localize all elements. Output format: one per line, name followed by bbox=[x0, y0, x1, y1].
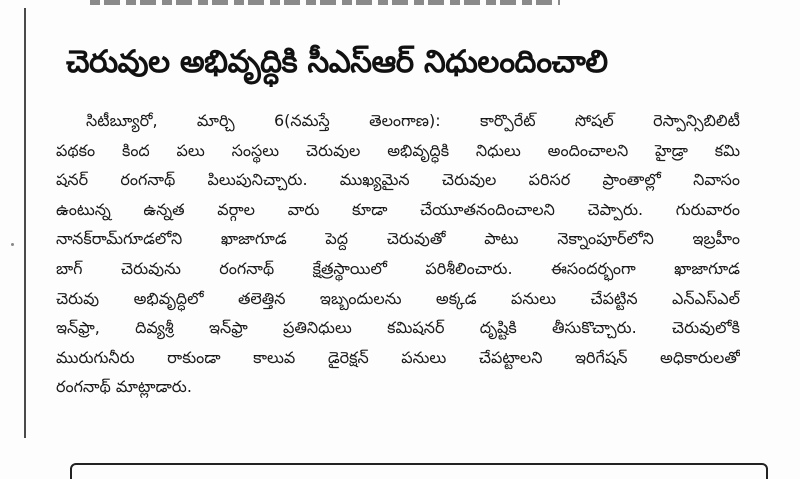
article-line: ఇన్‌ఫ్రా, దివ్యశ్రీ ఇన్‌ఫ్రా ప్రతినిధులు కమిషనర్ దృష్టికి తీసుకొచ్చారు. చెరువులోకి bbox=[56, 318, 740, 338]
article-body bbox=[56, 106, 740, 402]
article-line: బాగ్ చెరువును రంగనాథ్ క్షేత్రస్థాయిలో పరిశీలించారు. ఈసందర్భంగా ఖాజాగూడ bbox=[56, 258, 740, 278]
article-line-last: రంగనాథ్ మాట్లాడారు. bbox=[56, 377, 192, 397]
article-line: షనర్ రంగనాథ్ పిలుపునిచ్చారు. ముఖ్యమైన చెరువుల పరిసర ప్రాంతాల్లో నివాసం bbox=[56, 170, 740, 190]
column-divider bbox=[24, 8, 26, 438]
previous-article-cut-text bbox=[90, 0, 560, 5]
article-line: పథకం కింద పలు సంస్థలు చెరువుల అభివృద్ధికి నిధులు అందించాలని హైడ్రా కమి bbox=[56, 140, 740, 160]
article-line: ఉంటున్న ఉన్నత వర్గాల వారు కూడా చేయూతనందించాలని చెప్పారు. గురువారం bbox=[56, 199, 740, 219]
article-line: నానక్‌రామ్‌గూడలోని ఖాజాగూడ పెద్ద చెరువుతో పాటు నెక్నాంపూర్‌లోని ఇబ్రహీం bbox=[56, 229, 740, 249]
article-line: చెరువు అభివృద్ధిలో తలెత్తిన ఇబ్బందులను అక్కడ పనులు చేపట్టిన ఎన్ఎస్ఎల్ bbox=[56, 288, 740, 308]
next-article-box bbox=[70, 463, 768, 479]
article-line: సిటీబ్యూరో, మార్చి 6(నమస్తే తెలంగాణ): కార్పొరేట్ సోషల్ రెస్పాన్సిబిలిటీ bbox=[86, 111, 740, 130]
article-line: మురుగునీరు రాకుండా కాలువ డైరెక్షన్ పనులు చేపట్టాలని ఇరిగేషన్ అధికారులతో bbox=[56, 347, 740, 367]
article-headline: చెరువుల అభివృద్ధికి సీఎస్‌ఆర్ నిధులందించాలి bbox=[66, 44, 608, 80]
print-speck bbox=[11, 243, 14, 246]
